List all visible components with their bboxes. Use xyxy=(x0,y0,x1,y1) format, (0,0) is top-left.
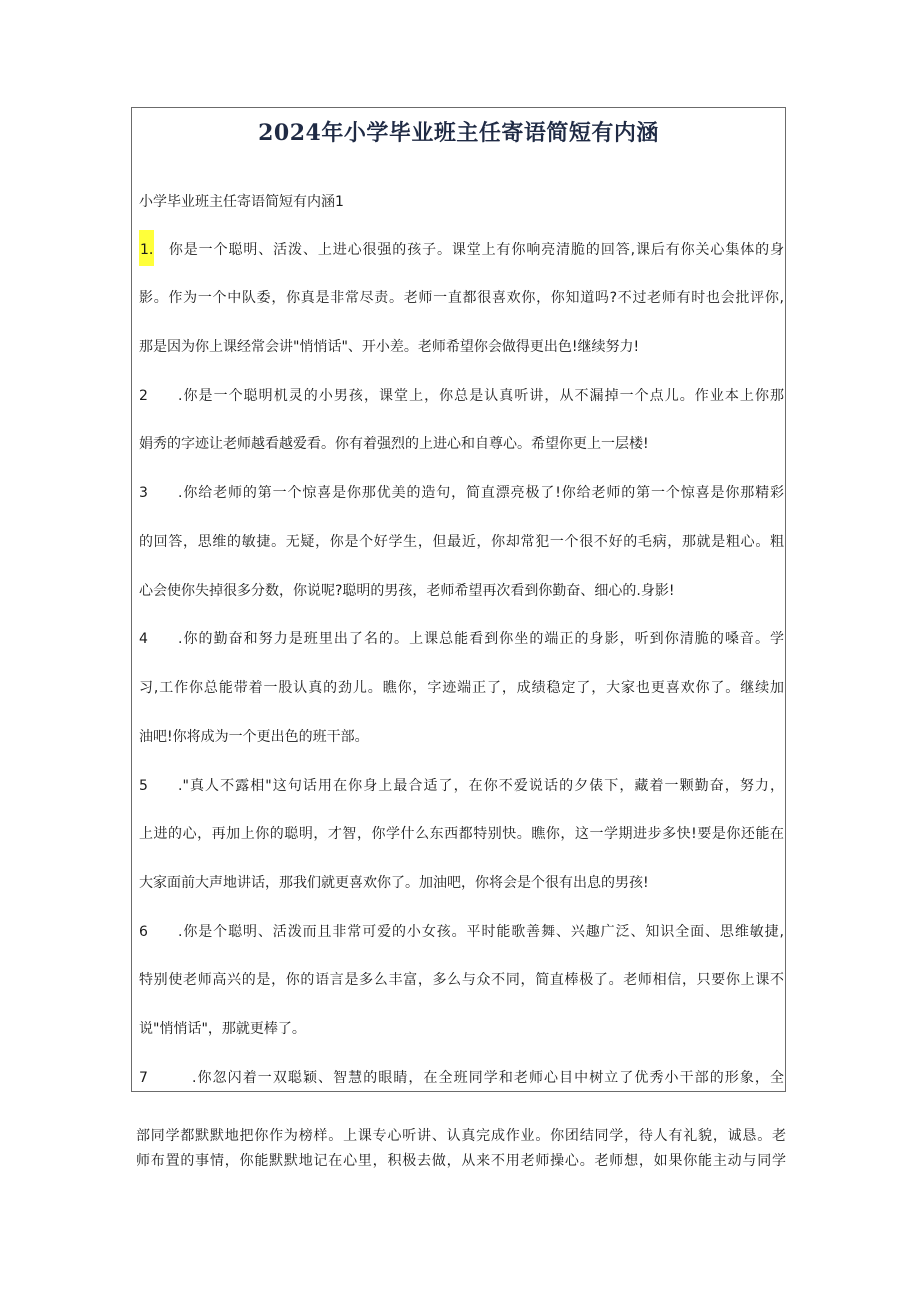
paragraph-text: .你给老师的第一个惊喜是你那优美的造句，简直漂亮极了!你给老师的第一个惊喜是你那精彩 xyxy=(178,485,784,501)
paragraph-2-line-2: 娟秀的字迹让老师越看越爱看。你有着强烈的上进心和自尊心。希望你更上一层楼! xyxy=(139,436,649,452)
paragraph-text: ."真人不露相"这句话用在你身上最合适了，在你不爱说话的夕俵下，藏着一颗勤奋，努力， xyxy=(178,778,784,794)
paragraph-number: 4 xyxy=(139,631,148,647)
paragraph-number xyxy=(139,240,168,266)
continuation-line-2: 师布置的事情，你能默默地记在心里，积极去做，从来不用老师操心。老师想，如果你能主动与同学 xyxy=(136,1153,786,1169)
paragraph-3-line-2: 的回答，思维的敏捷。无疑，你是个好学生，但最近，你却常犯一个很不好的毛病，那就是粗心。粗 xyxy=(139,534,784,550)
paragraph-number: 5 xyxy=(139,778,148,794)
paragraph-4-line-3: 油吧!你将成为一个更出色的班干部。 xyxy=(139,729,369,745)
paragraph-number: 2 xyxy=(139,388,148,404)
paragraph-4-line-1 xyxy=(139,629,784,649)
continuation-line-1: 部同学都默默地把你作为榜样。上课专心听讲、认真完成作业。你团结同学，待人有礼貌，诚恳。老 xyxy=(136,1128,786,1144)
paragraph-text: .你是一个聪明机灵的小男孩，课堂上，你总是认真听讲，从不漏掉一个点儿。作业本上你那 xyxy=(178,388,784,404)
paragraph-6-line-3: 说"悄悄话"，那就更棒了。 xyxy=(139,1021,306,1037)
paragraph-1-line-2: 影。作为一个中队委，你真是非常尽责。老师一直都很喜欢你，你知道吗?不过老师有时也会批评你, xyxy=(139,290,784,306)
paragraph-text: .你是个聪明、活泼而且非常可爱的小女孩。平时能歌善舞、兴趣广泛、知识全面、思维敏捷, xyxy=(178,924,784,940)
paragraph-number: 6 xyxy=(139,924,148,940)
paragraph-5-line-1 xyxy=(139,776,784,796)
paragraph-4-line-2: 习,工作你总能带着一股认真的劲儿。瞧你，字迹端正了，成绩稳定了，大家也更喜欢你了。继续加 xyxy=(139,680,784,696)
paragraph-3-line-1 xyxy=(139,483,784,503)
paragraph-text: .你忽闪着一双聪颖、智慧的眼睛，在全班同学和老师心目中树立了优秀小干部的形象，全 xyxy=(192,1070,784,1086)
paragraph-1-line-3: 那是因为你上课经常会讲"悄悄话"、开小差。老师希望你会做得更出色!继续努力! xyxy=(139,339,640,355)
paragraph-5-line-2: 上进的心，再加上你的聪明，才智，你学什么东西都特别快。瞧你，这一学期进步多快!要是你还能在 xyxy=(139,826,784,842)
paragraph-3-line-3: 心会使你失掉很多分数，你说呢?聪明的男孩，老师希望再次看到你勤奋、细心的.身影! xyxy=(139,583,675,599)
paragraph-2-line-1 xyxy=(139,386,784,406)
paragraph-5-line-3: 大家面前大声地讲话，那我们就更喜欢你了。加油吧，你将会是个很有出息的男孩! xyxy=(139,875,649,891)
page-title: 2024年小学毕业班主任寄语简短有内涵 xyxy=(258,120,659,146)
paragraph-7-line-1 xyxy=(139,1068,784,1088)
paragraph-text: .你的勤奋和努力是班里出了名的。上课总能看到你坐的端正的身影，听到你清脆的嗓音。学 xyxy=(178,631,784,647)
paragraph-text: 你是一个聪明、活泼、上进心很强的孩子。课堂上有你响亮清脆的回答,课后有你关心集体的身 xyxy=(168,242,784,258)
highlight-marker: 1. xyxy=(139,230,154,266)
paragraph-6-line-1 xyxy=(139,922,784,942)
section-subtitle: 小学毕业班主任寄语简短有内涵1 xyxy=(139,194,344,210)
paragraph-6-line-2: 特别使老师高兴的是，你的语言是多么丰富，多么与众不同，简直棒极了。老师相信，只要你上课不 xyxy=(139,972,784,988)
paragraph-number: 7 xyxy=(139,1070,148,1086)
paragraph-number: 3 xyxy=(139,485,148,501)
paragraph-1-line-1 xyxy=(139,240,784,266)
